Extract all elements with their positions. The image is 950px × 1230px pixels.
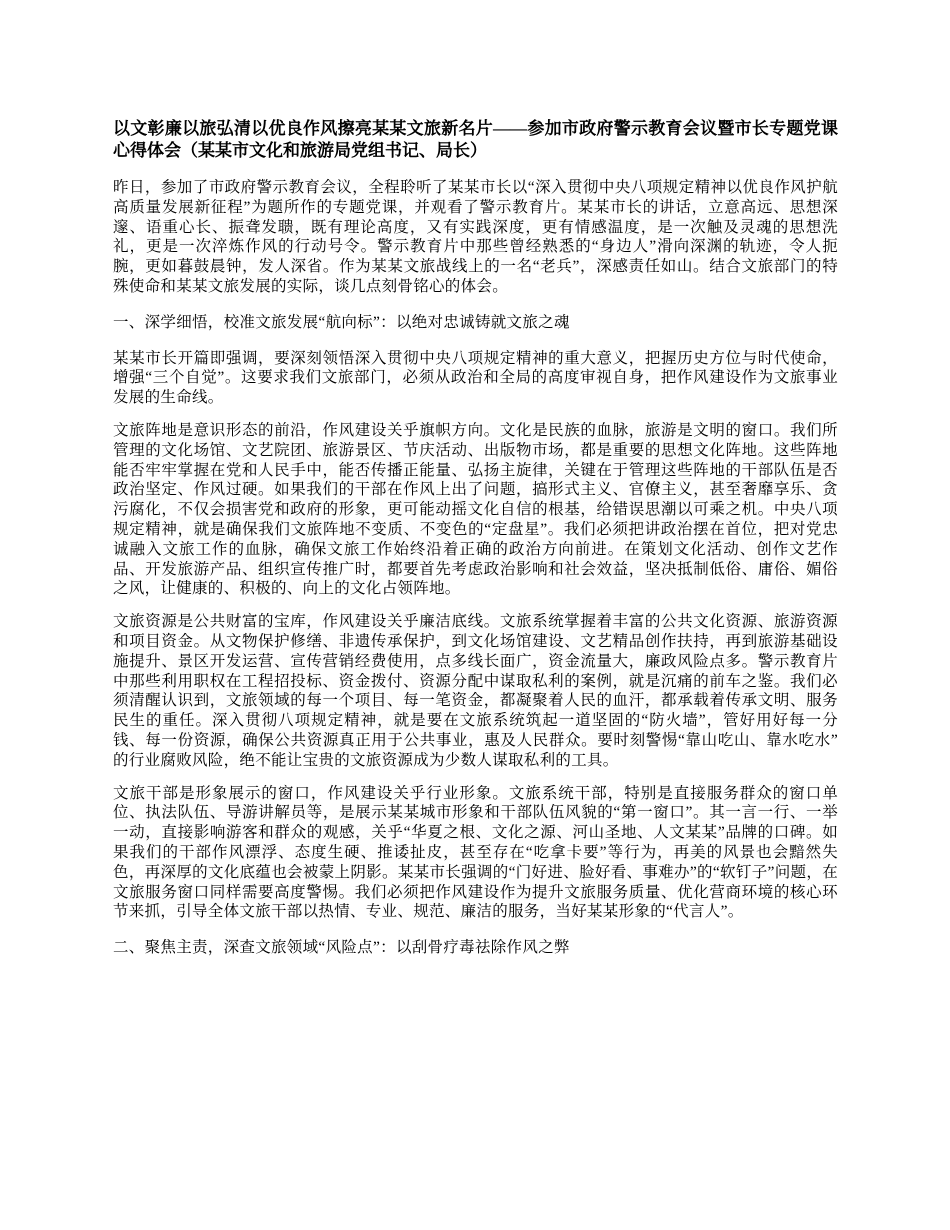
- paragraph-cadre-image: 文旅干部是形象展示的窗口，作风建设关乎行业形象。文旅系统干部，特别是直接服务群众的窗口单位、执法队伍、导游讲解员等，是展示某某城市形象和干部队伍风貌的“第一窗口”。其一言一行、一举一动，直接影响游客和群众的观感，关乎“华夏之根、文化之源、河山圣地、人文某某”品牌的口碑。如果我们的干部作风漂浮、态度生硬、推诿扯皮，甚至存在“吃拿卡要”等行为，再美的风景也会黯然失色，再深厚的文化底蕴也会被蒙上阴影。某某市长强调的“门好进、脸好看、事难办”的“软钉子”问题，在文旅服务窗口同样需要高度警惕。我们必须把作风建设作为提升文旅服务质量、优化营商环境的核心环节来抓，引导全体文旅干部以热情、专业、规范、廉洁的服务，当好某某形象的“代言人”。: [113, 784, 838, 921]
- paragraph-section1-lead: 某某市长开篇即强调，要深刻领悟深入贯彻中央八项规定精神的重大意义，把握历史方位与时代使命，增强“三个自觉”。这要求我们文旅部门，必须从政治和全局的高度审视自身，把作风建设作为文旅事业发展的生命线。: [113, 349, 838, 407]
- paragraph-culture-front: 文旅阵地是意识形态的前沿，作风建设关乎旗帜方向。文化是民族的血脉，旅游是文明的窗口。我们所管理的文化场馆、文艺院团、旅游景区、节庆活动、出版物市场，都是重要的思想文化阵地。这些阵地能否牢牢掌握在党和人民手中，能否传播正能量、弘扬主旋律，关键在于管理这些阵地的干部队伍是否政治坚定、作风过硬。如果我们的干部在作风上出了问题，搞形式主义、官僚主义，甚至奢靡享乐、贪污腐化，不仅会损害党和政府的形象，更可能动摇文化自信的根基，给错误思潮以可乘之机。中央八项规定精神，就是确保我们文旅阵地不变质、不变色的“定盘星”。我们必须把讲政治摆在首位，把对党忠诚融入文旅工作的血脉，确保文旅工作始终沿着正确的政治方向前进。在策划文化活动、创作文艺作品、开发旅游产品、组织宣传推广时，都要首先考虑政治影响和社会效益，坚决抵制低俗、庸俗、媚俗之风，让健康的、积极的、向上的文化占领阵地。: [113, 421, 838, 598]
- document-title: 以文彰廉以旅弘清以优良作风擦亮某某文旅新名片——参加市政府警示教育会议暨市长专题党课心得体会（某某市文化和旅游局党组书记、局长）: [113, 119, 838, 160]
- section-heading-2: 二、聚焦主责，深查文旅领域“风险点”：以刮骨疗毒祛除作风之弊: [113, 939, 570, 957]
- paragraph-public-resources: 文旅资源是公共财富的宝库，作风建设关乎廉洁底线。文旅系统掌握着丰富的公共文化资源、旅游资源和项目资金。从文物保护修缮、非遗传承保护，到文化场馆建设、文艺精品创作扶持，再到旅游基础设施提升、景区开发运营、宣传营销经费使用，点多线长面广，资金流量大，廉政风险点多。警示教育片中那些利用职权在工程招投标、资金拨付、资源分配中谋取私利的案例，就是沉痛的前车之鉴。我们必须清醒认识到，文旅领域的每一个项目、每一笔资金，都凝聚着人民的血汗，都承载着传承文明、服务民生的重任。深入贯彻八项规定精神，就是要在文旅系统筑起一道坚固的“防火墙”，管好用好每一分钱、每一份资源，确保公共资源真正用于公共事业，惠及人民群众。要时刻警惕“靠山吃山、靠水吃水”的行业腐败风险，绝不能让宝贵的文旅资源成为少数人谋取私利的工具。: [113, 613, 838, 769]
- paragraph-intro: 昨日，参加了市政府警示教育会议，全程聆听了某某市长以“深入贯彻中央八项规定精神以优良作风护航高质量发展新征程”为题所作的专题党课，并观看了警示教育片。某某市长的讲话，立意高远、思想深邃、语重心长、振聋发聩，既有理论高度，又有实践深度，更有情感温度，是一次触及灵魂的思想洗礼，更是一次淬炼作风的行动号令。警示教育片中那些曾经熟悉的“身边人”滑向深渊的轨迹，令人扼腕，更如暮鼓晨钟，发人深省。作为某某文旅战线上的一名“老兵”，深感责任如山。结合文旅部门的特殊使命和某某文旅发展的实际，谈几点刻骨铭心的体会。: [113, 179, 838, 295]
- section-heading-1: 一、深学细悟，校准文旅发展“航向标”：以绝对忠诚铸就文旅之魂: [113, 313, 570, 331]
